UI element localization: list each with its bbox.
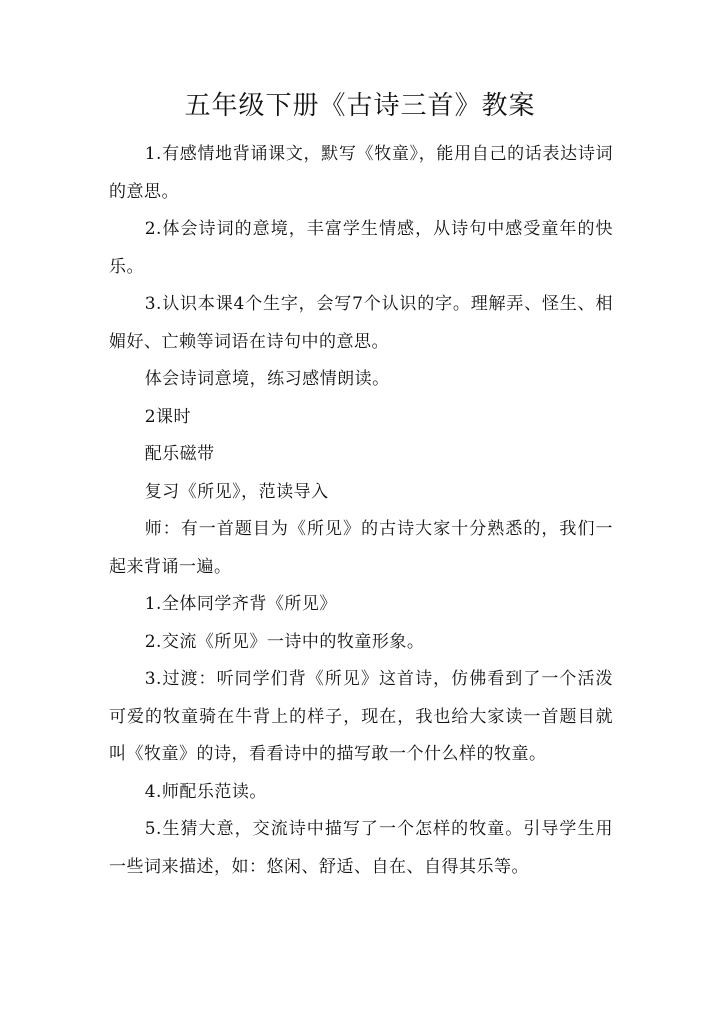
paragraph-step-3: 3.过渡：听同学们背《所见》这首诗，仿佛看到了一个活泼可爱的牧童骑在牛背上的样子，现在，我也给大家读一首题目就叫《牧童》的诗，看看诗中的描写敢一个什么样的牧童。	[109, 669, 613, 764]
paragraph-class-hours: 2课时	[144, 406, 192, 427]
paragraph-objective-3: 3.认识本课4个生字，会写7个认识的字。理解弄、怪生、相媚好、亡赖等词语在诗句中的意思。	[109, 294, 613, 352]
paragraph-key-point: 体会诗词意境，练习感情朗读。	[144, 369, 390, 389]
paragraph-materials: 配乐磁带	[144, 444, 215, 464]
paragraph-teacher-intro: 师：有一首题目为《所见》的古诗大家十分熟悉的，我们一起来背诵一遍。	[109, 519, 613, 577]
document-body	[109, 136, 613, 886]
paragraph-step-4: 4.师配乐范读。	[144, 781, 267, 802]
paragraph-section-heading: 复习《所见》，范读导入	[144, 481, 329, 502]
paragraph-objective-2: 2.体会诗词的意境，丰富学生情感，从诗句中感受童年的快乐。	[109, 219, 613, 277]
paragraph-objective-1: 1.有感情地背诵课文，默写《牧童》，能用自己的话表达诗词的意思。	[109, 144, 613, 202]
document-title: 五年级下册《古诗三首》教案	[184, 91, 536, 121]
paragraph-step-1: 1.全体同学齐背《所见》	[144, 594, 337, 614]
paragraph-step-2: 2.交流《所见》一诗中的牧童形象。	[144, 631, 425, 652]
paragraph-step-5: 5.生猜大意，交流诗中描写了一个怎样的牧童。引导学生用一些词来描述，如：悠闲、舒适、自在、自得其乐等。	[109, 819, 613, 877]
